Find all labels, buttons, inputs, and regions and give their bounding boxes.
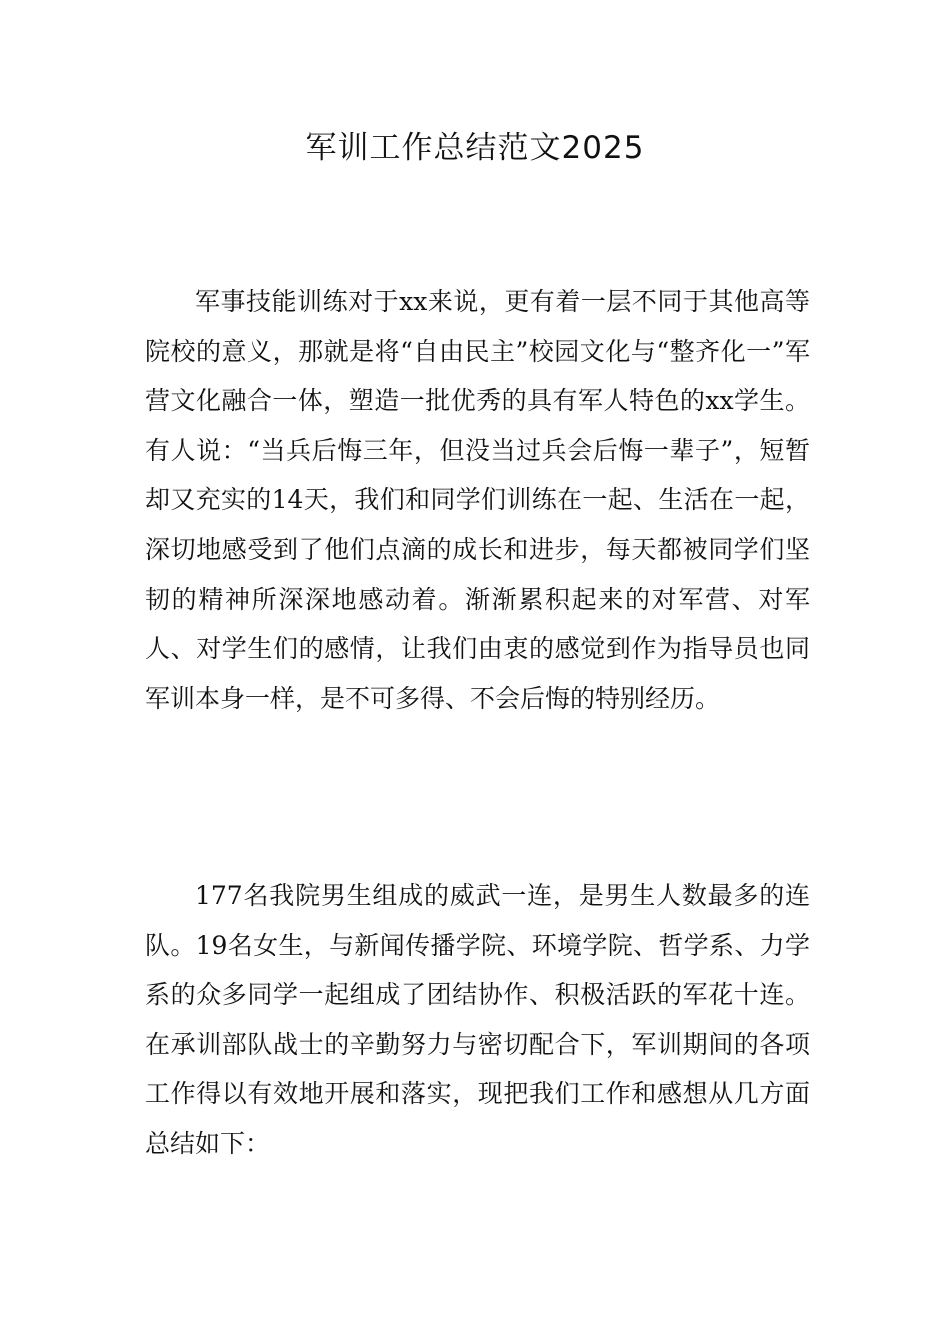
paragraph-1: 军事技能训练对于xx来说，更有着一层不同于其他高等院校的意义，那就是将“自由民主”校园文化与“整齐化一”军营文化融合一体，塑造一批优秀的具有军人特色的xx学生。有人说：“当兵后悔三年，但没当过兵会后悔一辈子”，短暂却又充实的14天，我们和同学们训练在一起、生活在一起，深切地感受到了他们点滴的成长和进步，每天都被同学们坚韧的精神所深深地感动着。渐渐累积起来的对军营、对军人、对学生们的感情，让我们由衷的感觉到作为指导员也同军训本身一样，是不可多得、不会后悔的特别经历。 xyxy=(145,287,810,713)
paragraph-2: 177名我院男生组成的威武一连，是男生人数最多的连队。19名女生，与新闻传播学院、环境学院、哲学系、力学系的众多同学一起组成了团结协作、积极活跃的军花十连。在承训部队战士的辛勤努力与密切配合下，军训期间的各项工作得以有效地开展和落实，现把我们工作和感想从几方面总结如下： xyxy=(145,881,810,1158)
document-title: 军训工作总结范文2025 xyxy=(305,130,645,166)
